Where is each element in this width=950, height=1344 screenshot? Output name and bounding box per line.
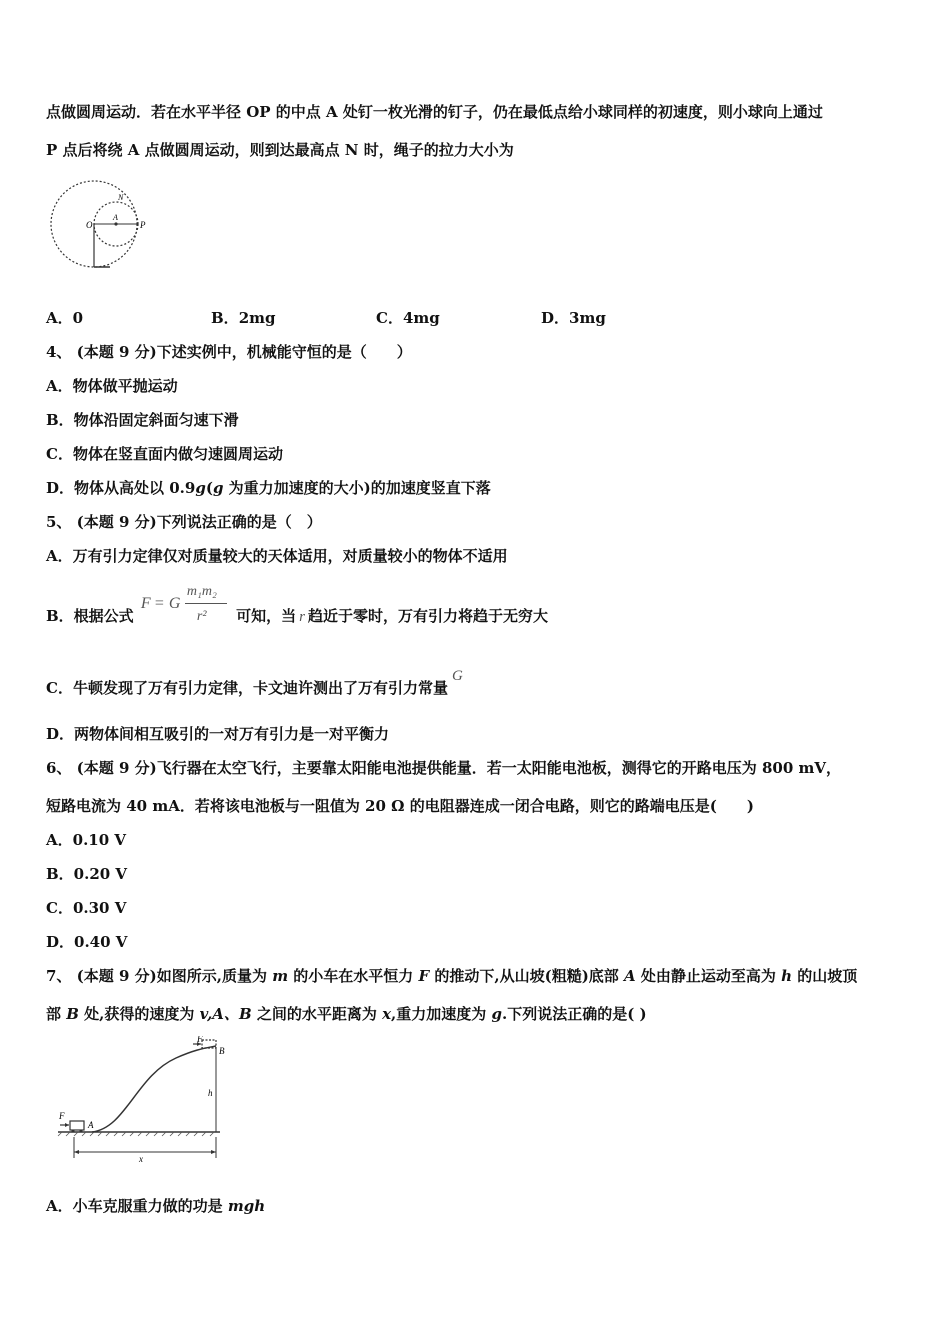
q7-fig-label-F2: F [197,1036,203,1044]
q3-circle-figure [46,176,156,276]
q6-option-d[interactable]: D．0.40 V [46,933,128,951]
q6-option-c[interactable]: C．0.30 V [46,899,127,917]
q6-option-b[interactable]: B．0.20 V [46,865,128,883]
q6-stem-line1: 6、 (本题 9 分)飞行器在太空飞行，主要靠太阳能电池提供能量．若一太阳能电池板，测得它的开路电压为 800 mV， [46,759,842,777]
q6-option-a[interactable]: A．0.10 V [46,831,127,849]
q7-option-a[interactable]: A．小车克服重力做的功是 mgh [46,1197,266,1215]
q3-fig-label-N: N [118,193,124,202]
q5-stem: 5、 (本题 9 分)下列说法正确的是（ ） [46,513,322,531]
q5-option-a[interactable]: A．万有引力定律仅对质量较大的天体适用，对质量较小的物体不适用 [46,547,508,565]
q7-fig-label-F1: F [59,1111,65,1121]
q3-stem-line2: P 点后将绕 A 点做圆周运动，则到达最高点 N 时，绳子的拉力大小为 [46,141,514,159]
q6-stem-line2: 短路电流为 40 mA．若将该电池板与一阻值为 20 Ω 的电阻器连成一闭合电路，则它的路端电压是( ) [46,797,754,815]
q7-fig-label-h: h [208,1088,213,1098]
q3-stem-line1: 点做圆周运动．若在水平半径 OP 的中点 A 处钉一枚光滑的钉子，仍在最低点给小球同样的初速度，则小球向上通过 [46,103,823,121]
q3-option-c[interactable]: C．4mg [376,309,440,327]
q4-option-c[interactable]: C．物体在竖直面内做匀速圆周运动 [46,445,283,463]
q7-slope-figure [56,1036,236,1164]
q7-fig-label-B: B [219,1046,225,1056]
q4-stem: 4、 (本题 9 分)下述实例中，机械能守恒的是（ ） [46,343,412,361]
q5-gravity-formula: F = G m₁m₂ r² [139,606,231,626]
q3-option-d[interactable]: D．3mg [541,309,606,327]
q3-option-b[interactable]: B．2mg [211,309,276,327]
q7-fig-label-A: A [88,1120,94,1130]
q3-options [46,308,606,328]
q3-fig-label-P: P [140,220,146,230]
q3-option-a[interactable]: A．0 [46,309,84,327]
q5-option-d[interactable]: D．两物体间相互吸引的一对万有引力是一对平衡力 [46,725,390,743]
q7-stem-line1: 7、 (本题 9 分)如图所示,质量为 m 的小车在水平恒力 F 的推动下,从山坡(粗糙)底部 A 处由静止运动至高为 h 的山坡顶 [46,967,858,985]
q5-option-c[interactable]: C．牛顿发现了万有引力定律，卡文迪许测出了万有引力常量G [46,668,463,697]
q5-option-b[interactable]: B．根据公式 F = G m₁m₂ r² 可知，当 r 趋近于零时，万有引力将趋于无穷大 [46,584,549,625]
q3-fig-label-A: A [113,213,118,222]
q4-option-a[interactable]: A．物体做平抛运动 [46,377,178,395]
q4-option-d[interactable]: D．物体从高处以 0.9g(g 为重力加速度的大小)的加速度竖直下落 [46,479,491,497]
q4-option-b[interactable]: B．物体沿固定斜面匀速下滑 [46,411,239,429]
q7-stem-line2: 部 B 处,获得的速度为 v,A、B 之间的水平距离为 x,重力加速度为 g.下列说法正确的是( ) [46,1005,647,1023]
q7-fig-label-x: x [139,1154,143,1164]
q3-fig-label-O: O [86,220,93,230]
